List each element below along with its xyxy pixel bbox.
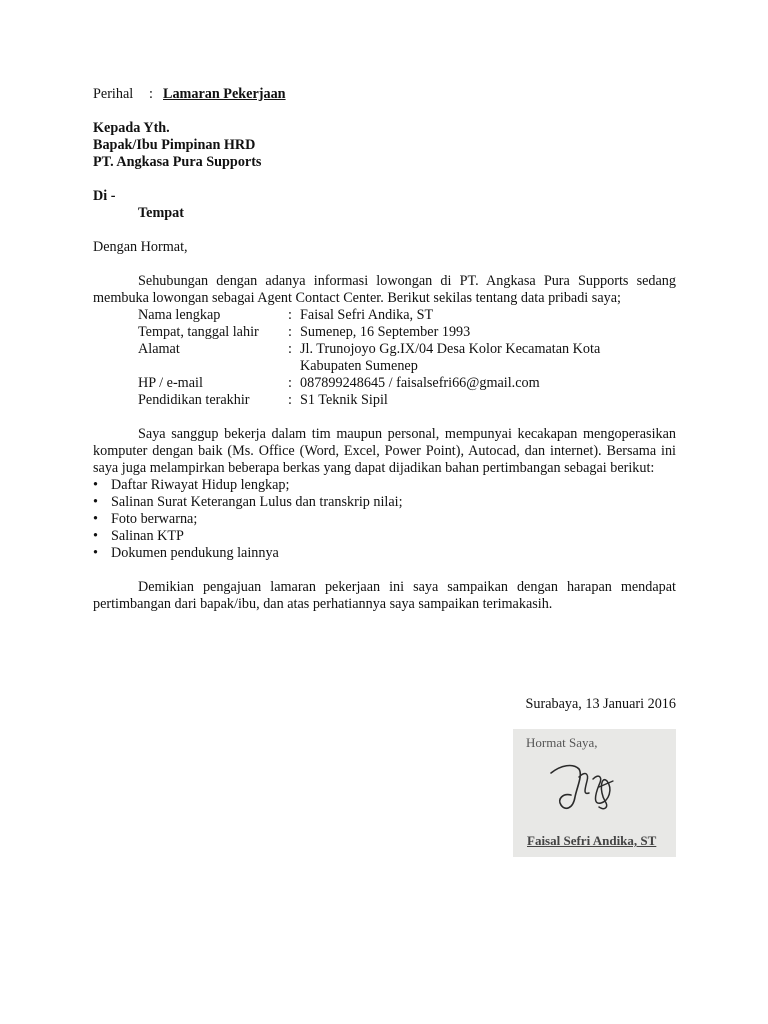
info-colon: : xyxy=(288,392,292,408)
info-label: HP / e-mail xyxy=(138,375,203,391)
subject-label: Perihal xyxy=(93,86,134,102)
signature-block xyxy=(513,729,676,857)
info-value: Sumenep, 16 September 1993 xyxy=(300,324,471,340)
salutation: Dengan Hormat, xyxy=(93,239,188,255)
list-item xyxy=(93,477,676,494)
info-colon: : xyxy=(288,375,292,391)
address-line-1: Jl. Trunojoyo Gg.IX/04 Desa Kolor Kecamatan Kota xyxy=(300,341,601,357)
personal-info xyxy=(93,307,676,409)
info-row-address xyxy=(138,341,676,375)
info-row-birth xyxy=(138,324,676,341)
body-paragraph: Saya sanggup bekerja dalam tim maupun personal, mempunyai kecakapan mengoperasikan komputer dengan baik (Ms. Office (Word, Excel, Power Point), Autocad, dan internet). Bersama ini saya juga melampirkan beberapa berkas yang dapat dijadikan bahan pertimbangan sebagai berikut: xyxy=(93,426,676,476)
intro-paragraph: Sehubungan dengan adanya informasi lowongan di PT. Angkasa Pura Supports sedang membuka lowongan sebagai Agent Contact Center. Berikut sekilas tentang data pribadi saya; xyxy=(93,273,676,306)
bullet-icon: • xyxy=(93,494,98,510)
subject-line xyxy=(93,86,676,103)
list-item xyxy=(93,494,676,511)
list-item-text: Daftar Riwayat Hidup lengkap; xyxy=(111,477,290,493)
info-row-contact xyxy=(138,375,676,392)
info-label: Nama lengkap xyxy=(138,307,221,323)
list-item-text: Foto berwarna; xyxy=(111,511,198,527)
location: Tempat xyxy=(138,205,184,221)
list-item xyxy=(93,545,676,562)
bullet-icon: • xyxy=(93,477,98,493)
info-label: Tempat, tanggal lahir xyxy=(138,324,259,340)
info-colon: : xyxy=(288,307,292,323)
info-row-name xyxy=(138,307,676,324)
subject-value: Lamaran Pekerjaan xyxy=(163,86,286,102)
info-value xyxy=(300,341,676,375)
signature-greeting: Hormat Saya, xyxy=(526,735,598,750)
info-colon: : xyxy=(288,341,292,357)
bullet-icon: • xyxy=(93,528,98,544)
letter-body xyxy=(93,86,676,613)
info-colon: : xyxy=(288,324,292,340)
info-row-education xyxy=(138,392,676,409)
signature-image xyxy=(543,751,633,821)
attachment-list xyxy=(93,477,676,562)
list-item-text: Salinan KTP xyxy=(111,528,184,544)
location-prefix: Di - xyxy=(93,188,116,204)
list-item xyxy=(93,528,676,545)
info-value: Faisal Sefri Andika, ST xyxy=(300,307,434,323)
list-item-text: Salinan Surat Keterangan Lulus dan transkrip nilai; xyxy=(111,494,403,510)
bullet-icon: • xyxy=(93,545,98,561)
list-item-text: Dokumen pendukung lainnya xyxy=(111,545,279,561)
recipient-line-1: Kepada Yth. xyxy=(93,120,170,136)
list-item xyxy=(93,511,676,528)
info-label: Alamat xyxy=(138,341,180,357)
closing-paragraph: Demikian pengajuan lamaran pekerjaan ini saya sampaikan dengan harapan mendapat pertimbangan dari bapak/ibu, dan atas perhatiannya saya sampaikan terimakasih. xyxy=(93,579,676,612)
info-label: Pendidikan terakhir xyxy=(138,392,250,408)
info-value: S1 Teknik Sipil xyxy=(300,392,388,408)
subject-colon: : xyxy=(149,86,153,102)
place-date: Surabaya, 13 Januari 2016 xyxy=(525,696,676,712)
info-value: 087899248645 / faisalsefri66@gmail.com xyxy=(300,375,540,391)
signature-name: Faisal Sefri Andika, ST xyxy=(527,833,657,848)
bullet-icon: • xyxy=(93,511,98,527)
address-line-2: Kabupaten Sumenep xyxy=(300,358,418,374)
recipient-line-3: PT. Angkasa Pura Supports xyxy=(93,154,262,170)
recipient-line-2: Bapak/Ibu Pimpinan HRD xyxy=(93,137,256,153)
